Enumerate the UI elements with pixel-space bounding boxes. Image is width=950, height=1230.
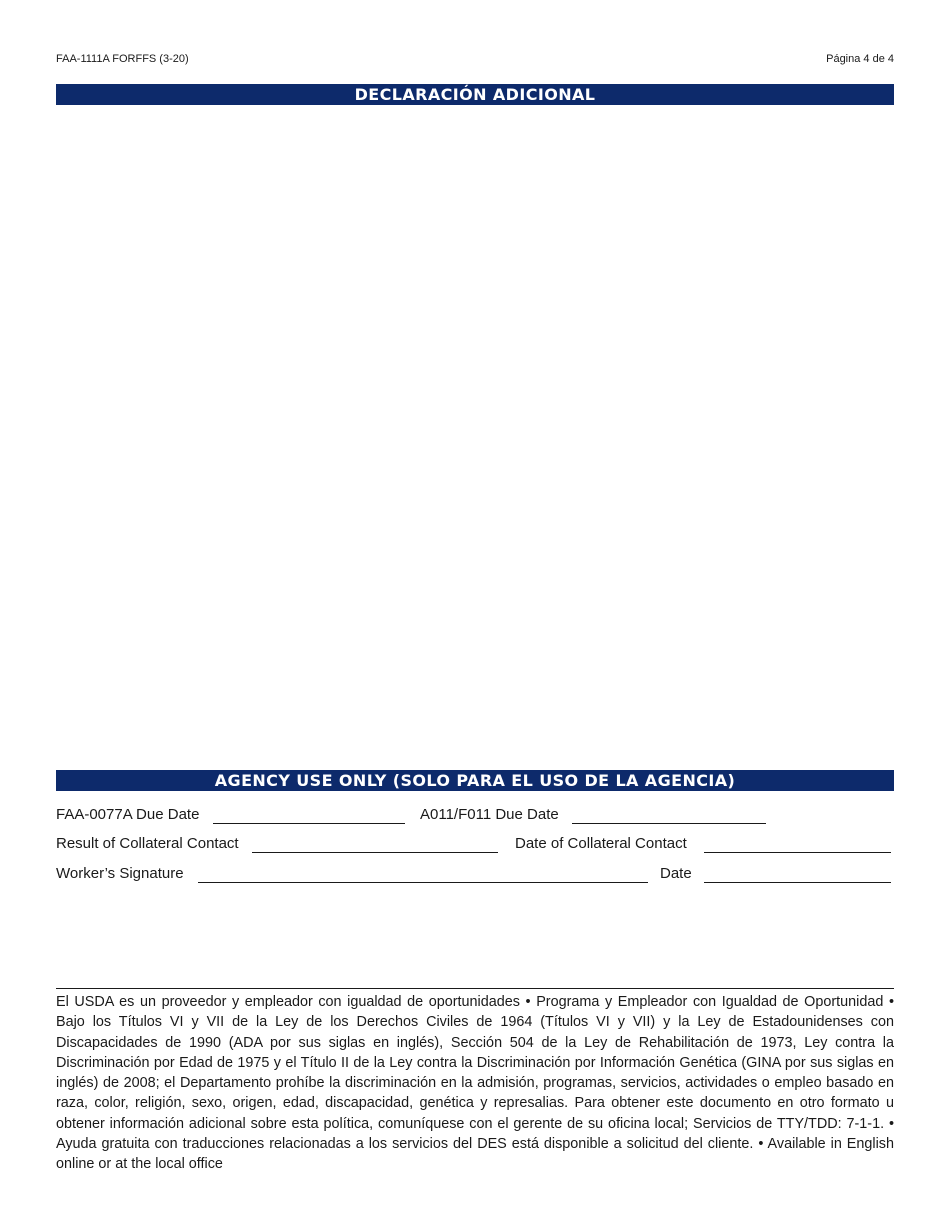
additional-declaration-heading: DECLARACIÓN ADICIONAL: [56, 84, 894, 105]
agency-use-heading: AGENCY USE ONLY (SOLO PARA EL USO DE LA AGENCIA): [56, 770, 894, 791]
date-of-collateral-contact-field[interactable]: [704, 852, 891, 853]
due-dates-row: [56, 806, 894, 826]
result-of-collateral-contact-label: Result of Collateral Contact: [56, 835, 239, 852]
a011-f011-due-date-label: A011/F011 Due Date: [420, 806, 559, 823]
date-of-collateral-contact-label: Date of Collateral Contact: [515, 835, 687, 852]
collateral-contact-row: [56, 835, 894, 855]
date-label: Date: [660, 865, 692, 882]
result-of-collateral-contact-field[interactable]: [252, 852, 498, 853]
nondiscrimination-notice: El USDA es un proveedor y empleador con igualdad de oportunidades • Programa y Empleador con Igualdad de Oportunidad • Bajo los Títulos VI y VII de la Ley de los Derechos Civiles de 1964 (Títulos VI y VII) y la Ley de Estadounidenses con Discapacidades de 1990 (ADA por sus siglas en inglés), Sección 504 de la Ley de Rehabilitación de 1973, Ley contra la Discriminación por Edad de 1975 y el Título II de la Ley contra la Discriminación por Información Genética (GINA por sus siglas en inglés) de 2008; el Departamento prohíbe la discriminación en la admisión, programas, servicios, actividades o empleo basado en raza, color, religión, sexo, origen, edad, discapacidad, genética y represalias. Para obtener este documento en otro formato u obtener información adicional sobre esta política, comuníquese con el gerente de su oficina local; Servicios de TTY/TDD: 7-1-1. • Ayuda gratuita con traducciones relacionadas a los servicios del DES está disponible a solicitud del cliente. • Available in English online or at the local office: [56, 994, 894, 1173]
workers-signature-label: Worker’s Signature: [56, 865, 184, 882]
form-id: FAA-1111A FORFFS (3-20): [56, 53, 189, 65]
signature-row: [56, 865, 894, 885]
workers-signature-field[interactable]: [198, 882, 648, 883]
page-number: Página 4 de 4: [826, 53, 894, 65]
faa-0077a-due-date-field[interactable]: [213, 823, 405, 824]
faa-0077a-due-date-label: FAA-0077A Due Date: [56, 806, 200, 823]
date-field[interactable]: [704, 882, 891, 883]
footer-divider: [56, 988, 894, 989]
additional-declaration-area[interactable]: [56, 108, 894, 758]
a011-f011-due-date-field[interactable]: [572, 823, 766, 824]
